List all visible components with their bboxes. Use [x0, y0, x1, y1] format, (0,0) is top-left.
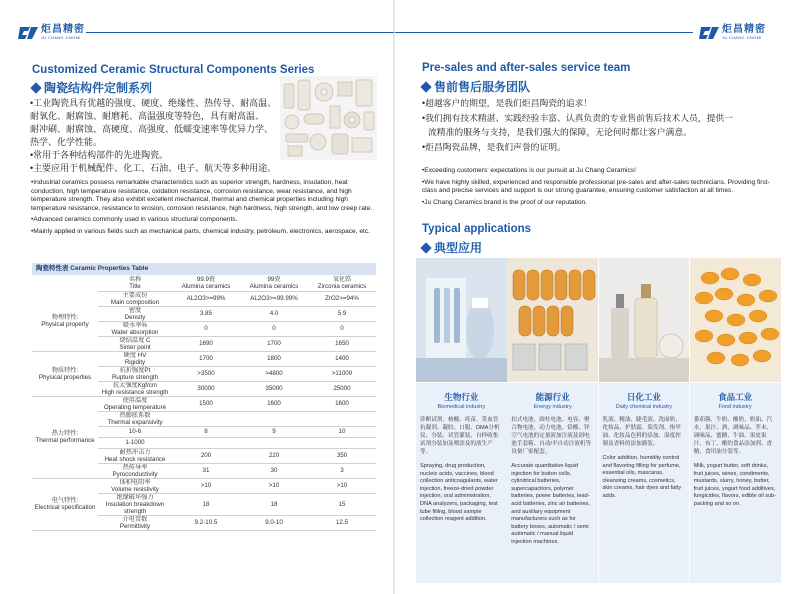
group-label-cn: 热力特性:: [51, 430, 79, 437]
app-title-en: Energy industry: [533, 404, 572, 410]
table-header-col: [308, 275, 376, 291]
table-value-cell: 18: [240, 493, 308, 515]
en-bullet: •Ju Chang Ceramics brand is the proof of our reputation.: [422, 198, 588, 206]
table-value-cell: 1400: [308, 351, 376, 366]
table-value-cell: [240, 437, 308, 448]
header-col-cn: 99.9瓷: [196, 275, 216, 283]
diamond-icon: [420, 81, 431, 92]
ceramic-parts-photo: [280, 76, 377, 160]
table-value-cell: [172, 411, 240, 426]
table-value-cell: 9.2-10.5: [172, 515, 240, 530]
table-value-cell: 1700: [172, 351, 240, 366]
table-property-name: [98, 448, 172, 463]
cn-bullet: 热学、化学性能。: [30, 137, 103, 147]
table-value-cell: >4800: [240, 366, 308, 381]
table-value-cell: >10: [172, 478, 240, 493]
table-header-name: [98, 275, 172, 291]
table-header-blank: [32, 275, 98, 291]
app-desc-en: Color addition, humidity control and flavoring filling for perfume, essential oils, mascaras, cleansing creams, cosmetics, skin creams, hair dyes and fatty adds.: [602, 455, 682, 499]
table-value-cell: >10: [308, 478, 376, 493]
table-value-cell: 1690: [172, 336, 240, 351]
table-group-label: [32, 478, 98, 530]
table-property-name: [98, 321, 172, 336]
properties-table: [32, 275, 376, 531]
table-property-name: [98, 426, 172, 437]
header-col-en: Zirconia ceramics: [317, 282, 367, 290]
table-value-cell: 3: [308, 463, 376, 478]
application-photos: [416, 258, 781, 382]
en-bullet: •Mainly applied in various fields such as mechanical parts, chemical industry, petroleum, electronics, aerospace, etc.: [31, 227, 370, 235]
group-label-en: Physical properties: [38, 373, 92, 381]
app-column-daily-chemical: [599, 383, 690, 583]
property-name-en: 10-6: [128, 428, 142, 435]
property-name-cn: 使用温度: [122, 396, 148, 404]
app-title-cn: 日化工业: [626, 392, 661, 402]
property-name-cn: 热传导率: [122, 463, 148, 471]
table-value-cell: 30000: [172, 381, 240, 396]
property-name-cn: 体积电阻率: [119, 478, 151, 486]
table-row: [32, 396, 376, 411]
table-property-name: [98, 463, 172, 478]
en-bullet: •We have highly skilled, experienced and responsible professional pre-sales and after-sales technicians. Providing first-class and precise services and support is our strong guarantee, ensuring customer satisfaction at all times.: [422, 178, 770, 195]
table-value-cell: 1700: [240, 336, 308, 351]
section-title-cn: [32, 79, 152, 96]
diamond-icon: [420, 242, 431, 253]
header-col-en: Alumina ceramics: [249, 282, 299, 290]
table-value-cell: 25000: [308, 381, 376, 396]
property-name-cn: 抗太强度Kgf/cm: [112, 381, 157, 389]
service-cn-bullets: [422, 96, 784, 154]
table-value-cell: [240, 411, 308, 426]
property-name-en: Operating temperature: [103, 403, 167, 411]
group-label-en: Electrical specification: [34, 504, 96, 511]
app-title-cn: 食品工业: [718, 392, 753, 402]
property-name-en: Permittivity: [119, 522, 151, 530]
table-title: 陶瓷特性表 Ceramic Properties Table: [32, 263, 376, 275]
table-value-cell: 220: [240, 448, 308, 463]
table-value-cell: 35000: [240, 381, 308, 396]
table-value-cell: ZrO2>=94%: [308, 291, 376, 306]
table-group-label: [32, 396, 98, 478]
property-name-cn: 绝缘破坏强力: [116, 493, 154, 501]
ceramic-properties-table: [32, 263, 376, 531]
en-bullet: •Advanced ceramics commonly used in various structural components.: [31, 216, 238, 224]
app-title-cn: 生物行业: [444, 392, 479, 402]
table-value-cell: 9: [240, 426, 308, 437]
app-desc-cn: 乳液、精油、睫毛液、洗面奶、化妆品、护肤霜、染发剂、指甲油、化妆品色料的添加、湿度控制及香料的添加灌装。: [602, 417, 681, 447]
table-value-cell: 0: [240, 321, 308, 336]
table-property-name: [98, 306, 172, 321]
table-value-cell: 18: [172, 493, 240, 515]
property-name-en: Rupture strength: [111, 373, 159, 381]
table-property-name: [98, 351, 172, 366]
table-value-cell: 1500: [172, 396, 240, 411]
property-name-en: Water absorption: [111, 328, 159, 336]
cn-bullet: •常用于各种结构部件的先进陶瓷。: [30, 150, 169, 160]
brand-name-en: JU CHANG JINGMI: [722, 34, 762, 40]
food-photo: [690, 258, 781, 382]
table-value-cell: [308, 411, 376, 426]
table-value-cell: 1800: [240, 351, 308, 366]
service-title-en: Pre-sales and after-sales service team: [422, 62, 631, 74]
app-title-cn: 能源行业: [535, 392, 570, 402]
table-value-cell: 31: [172, 463, 240, 478]
app-title-en: Biomedical industry: [437, 404, 486, 410]
property-name-cn: 烧结温度 C: [119, 336, 151, 344]
property-name-cn: 硬度 HV: [123, 351, 147, 359]
en-bullet-list: [31, 179, 379, 237]
table-value-cell: [172, 437, 240, 448]
app-column-food: [690, 383, 781, 583]
table-value-cell: >11000: [308, 366, 376, 381]
table-property-name: [98, 381, 172, 396]
property-name-en: Volume resistivity: [111, 485, 159, 493]
typical-title-cn-text: 典型应用: [434, 241, 483, 255]
table-value-cell: >3500: [172, 366, 240, 381]
app-column-energy: [507, 383, 598, 583]
right-page: [395, 0, 789, 594]
biomedical-photo: [416, 258, 507, 382]
property-name-en: 1-1000: [125, 439, 145, 446]
energy-photo: [507, 258, 598, 382]
app-title-en: Food industry: [718, 404, 752, 410]
property-name-en: Main composition: [110, 298, 160, 306]
cn-bullet: 耐氧化、耐腐蚀、耐磨耗、高温强度等特色，具有耐高温、: [30, 111, 265, 121]
table-value-cell: 30: [240, 463, 308, 478]
header-col-en: Alumina ceramics: [181, 282, 231, 290]
property-name-cn: 吸水率%: [122, 321, 148, 329]
en-bullet: •Industrial ceramics possess remarkable characteristics such as superior strength, hardness, insulation, heat conduction, high temperature resistance, oxidation resistance, corrosion resistance, wear resistance, and high temperature strength. They also exhibit excellent mechanical, thermal and chemical properties including high temperature resistance, resistance to erosion, corrosion resistance, high hardness, high strength, and low creep rate.: [31, 179, 373, 212]
property-name-en: High resistance strength: [101, 388, 169, 396]
group-label-cn: 物理特性:: [51, 313, 79, 321]
table-value-cell: >10: [240, 478, 308, 493]
header-rule: [395, 32, 693, 33]
property-name-cn: 介电常数: [122, 515, 148, 523]
table-property-name: [98, 437, 172, 448]
header-name-en: Title: [129, 282, 141, 290]
cn-bullet: •主要应用于机械配件、化工、石油、电子、航天等多种用途。: [30, 163, 277, 173]
table-header-col: [240, 275, 308, 291]
brand-name-en: JU CHANG JINGMI: [41, 34, 81, 40]
group-label-en: Physical property: [41, 320, 89, 328]
table-value-cell: 1600: [308, 396, 376, 411]
table-property-name: [98, 515, 172, 530]
app-desc-cn: 扣式电池、圆柱电池、电容、聚合物电池、动力电池、铅酸、锌空气电池的定量液加注液及固电池手套箱、自动/半自动注液机等设备厂家配套。: [511, 417, 592, 455]
table-property-name: [98, 411, 172, 426]
property-name-en: Heat shock resistance: [104, 455, 166, 463]
group-label-cn: 电气特性:: [51, 497, 79, 504]
app-desc-en: Milk, yogurt butter, soft drinks, fruit juices, wines, condiments, mustards, slurry, honey, butter, fruit juices, yogurt food additives, fungicides, flavors, edible oil sub-packing and so on.: [693, 463, 777, 507]
cn-bullet: 耐冲刷、耐腐蚀、高硬度、高强度、低蠕变速率等优异力学、: [30, 124, 274, 134]
table-value-cell: 12.5: [308, 515, 376, 530]
property-name-en: Insulation breakdown strength: [105, 500, 165, 515]
table-property-name: [98, 336, 172, 351]
table-value-cell: 1650: [308, 336, 376, 351]
app-title-en: Daily chemical industry: [615, 404, 672, 410]
property-name-cn: 热膨胀系数: [119, 411, 151, 419]
property-name-en: Thermal expansivity: [107, 418, 163, 426]
property-name-cn: 主要成份: [122, 291, 148, 299]
app-column-biomedical: [416, 383, 507, 583]
application-columns: [416, 383, 781, 583]
brand-logo: [18, 22, 85, 42]
property-name-cn: 耐热冲击力: [119, 448, 151, 456]
table-value-cell: 200: [172, 448, 240, 463]
diamond-icon: [30, 82, 41, 93]
app-desc-en: Accurate quantitative liquid injection for button cells, cylindrical batteries, supercapacitors, polymer batteries, power batteries, lead-acid batteries, zinc air batteries, and auxiliary equipment manufacturers such as for battery boxes, automatic / semi automatic / manual liquid injection machines.: [511, 463, 590, 545]
table-property-name: [98, 291, 172, 306]
service-en-bullets: [422, 167, 784, 207]
cn-bullet: •工业陶瓷具有优越的强度、硬度、绝缘性、热传导、耐高温、: [30, 98, 277, 108]
header-name-cn: 名称: [128, 275, 142, 283]
table-row: [32, 291, 376, 306]
logo-mark-icon: [18, 24, 38, 41]
logo-mark-icon: [699, 24, 719, 41]
table-row: [32, 351, 376, 366]
property-name-en: Density: [124, 313, 146, 321]
table-property-name: [98, 493, 172, 515]
property-name-cn: 密度: [128, 306, 142, 314]
table-value-cell: 8: [172, 426, 240, 437]
table-property-name: [98, 396, 172, 411]
brand-logo: [699, 22, 766, 42]
cn-bullet: •炬昌陶瓷品牌，是我们声誉的证明。: [422, 141, 566, 152]
cn-bullet: •我们拥有技术精湛、实践经验丰富、认真负责的专业售前售后技术人员，提供一: [422, 112, 733, 123]
cn-bullet: •超越客户的期望，是我们炬昌陶瓷的追求！: [422, 98, 593, 108]
property-name-en: Sinter point: [119, 343, 151, 351]
en-bullet: •Exceeding customers' expectations is our pursuit at Ju Chang Ceramics!: [422, 167, 636, 174]
daily-chemical-photo: [599, 258, 690, 382]
property-name-en: Pyroconductivity: [112, 470, 158, 478]
typical-title-cn: [422, 239, 482, 256]
table-value-cell: 15: [308, 493, 376, 515]
table-header-row: [32, 275, 376, 291]
section-title-cn-text: 陶瓷结构件定制系列: [44, 81, 153, 95]
table-value-cell: 350: [308, 448, 376, 463]
typical-title-en: Typical applications: [422, 223, 532, 235]
table-value-cell: AL2O3>=99.99%: [240, 291, 308, 306]
table-row: [32, 478, 376, 493]
table-value-cell: 0: [172, 321, 240, 336]
table-group-label: [32, 351, 98, 396]
table-property-name: [98, 478, 172, 493]
cn-bullet: 流精准的服务与支持，是我们强大的保障，无论何时都让客户满意。: [428, 127, 692, 137]
table-value-cell: AL2O3>=99%: [172, 291, 240, 306]
property-name-cn: 抗折强度Pt: [119, 366, 151, 374]
header-col-cn: 氧化锆: [332, 275, 352, 283]
table-property-name: [98, 366, 172, 381]
header-rule: [86, 32, 394, 33]
service-title-cn-text: 售前售后服务团队: [434, 80, 531, 94]
brand-name-cn: 炬昌精密: [41, 23, 85, 35]
table-value-cell: 4.0: [240, 306, 308, 321]
app-desc-cn: 诊断试剂、核酸、疫苗、采血管抗凝剂、凝胶、口服、DMA分析仪、分装、试管灌装、自样收集试剂分装加及喷涂及的液生产等。: [420, 417, 500, 455]
table-value-cell: 5.9: [308, 306, 376, 321]
app-desc-en: Spraying, drug production, nucleic acids, vaccines, blood collection anticoagulants, water injection, freeze-dried powder injection, oral administration, DNA analyzers, packaging, test tube filling, blood sample collection reagent addition.: [420, 463, 498, 523]
table-group-label: [32, 291, 98, 351]
table-value-cell: 9.0-10: [240, 515, 308, 530]
section-title-en: Customized Ceramic Structural Components Series: [32, 64, 315, 76]
app-desc-cn: 番茄酱、牛奶、酸奶、奶油、汽水、果汁、酒、调味品、芥末、调味品、蜜糖、牛油、果皮果汁、布丁、酿的食品添加剂、香精、食用油分装等。: [693, 417, 773, 455]
header-col-cn: 99瓷: [267, 275, 281, 283]
group-label-en: Thermal performance: [35, 437, 95, 444]
table-value-cell: 1600: [240, 396, 308, 411]
table-value-cell: [308, 437, 376, 448]
brand-name-cn: 炬昌精密: [722, 23, 766, 35]
property-name-en: Rigidity: [124, 358, 146, 366]
table-header-col: [172, 275, 240, 291]
table-value-cell: 3.85: [172, 306, 240, 321]
table-value-cell: 10: [308, 426, 376, 437]
service-title-cn: [422, 78, 530, 95]
group-label-cn: 物质特性:: [51, 366, 79, 374]
table-value-cell: 0: [308, 321, 376, 336]
left-page: [0, 0, 394, 594]
